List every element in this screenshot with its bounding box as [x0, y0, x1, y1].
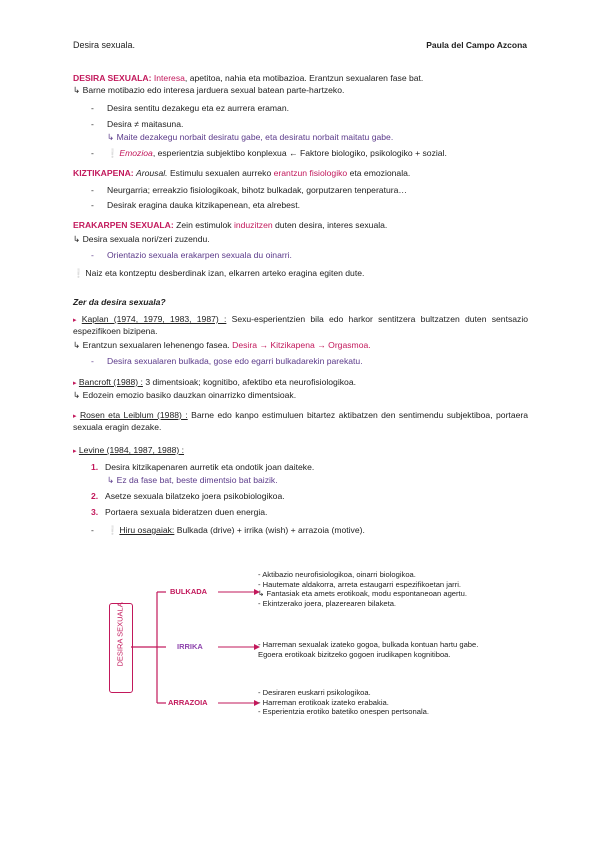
kaplan-sub: ↳ Erantzun sexualaren lehenengo fasea. Desira → Kitzikapena → Orgasmoa. — [73, 340, 371, 350]
arrow-irrika — [218, 644, 260, 650]
desira-bullet-2: - Desira ≠ maitasuna. — [91, 119, 184, 129]
diagram-bulkada-text: - Aktibazio neurofisiologikoa, oinarri biologikoa. - Hautemate aldakorra, arreta estaugarri espezifikoetan jarri. ↳ Fantasiak eta amets erotikoak, modu espontaneoan agertu. - Ekintzerako joera, plazerearen bilaketa. — [258, 570, 467, 608]
kaplan-ref: Kaplan (1974, 1979, 1983, 1987) : — [81, 314, 227, 324]
kitz-bullet-1: - Neurgarria; erreakzio fisiologikoak, bihotz bulkadak, gorputzaren tenperatura… — [91, 185, 407, 195]
diagram-label-bulkada: BULKADA — [170, 587, 208, 596]
return-arrow-icon: ↳ — [107, 475, 117, 485]
levine-ref: Levine (1984, 1987, 1988) : — [78, 445, 185, 455]
triangle-bullet-icon: ▸ — [73, 380, 77, 387]
exclamation-icon: ❕ — [107, 525, 118, 535]
diagram-arrazoia-text: - Desiraren euskarri psikologikoa. - Harreman erotikoak izateko erabakia. - Esperientzia erotiko batetiko onespen pertsonala. — [258, 688, 429, 717]
kaplan-paragraph: ▸ Kaplan (1974, 1979, 1983, 1987) : Sexu-esperientzien bila edo harkor sentitzera bultzatzen duten sentsazio espezifikoen bizipena. — [73, 314, 529, 336]
levine-item-2: 2. Asetze sexuala bilatzeko joera psikobiologikoa. — [91, 491, 285, 501]
desira-bullet-3: - ❕ Emozioa, esperientzia subjektibo konplexua ← Faktore biologiko, psikologiko + sozial. — [91, 148, 447, 158]
bancroft-ref: Bancroft (1988) : — [78, 377, 143, 387]
return-arrow-icon: ↳ — [73, 390, 83, 400]
header-title: Desira sexuala. — [73, 40, 136, 50]
header-author: Paula del Campo Azcona — [426, 40, 527, 50]
section-question: Zer da desira sexuala? — [73, 297, 166, 307]
return-arrow-icon: ↳ — [107, 132, 117, 142]
levine-item-1-sub: ↳ Ez da fase bat, beste dimentsio bat baizik. — [107, 475, 278, 485]
erak-sub: ↳ Desira sexuala nori/zeri zuzendu. — [73, 234, 210, 244]
levine-hiru: - ❕ Hiru osagaiak: Bulkada (drive) + irrika (wish) + arrazoia (motive). — [91, 525, 365, 535]
arrow-bulkada — [218, 589, 260, 595]
return-arrow-icon: ↳ — [73, 234, 83, 244]
diagram-root-label: DESIRA SEXUALA — [115, 602, 125, 667]
arrow-arrazoia — [218, 700, 260, 706]
rosen-ref: Rosen eta Leiblum (1988) : — [79, 410, 188, 420]
bancroft-sub: ↳ Edozein emozio basiko dauzkan oinarrizko dimentsioak. — [73, 390, 297, 400]
desira-title: DESIRA SEXUALA: — [73, 73, 152, 83]
kitz-definition: KIZTIKAPENA: Arousal. Estimulu sexualen aurreko erantzun fisiologiko eta emozionala. — [73, 168, 411, 178]
exclamation-icon: ❕ — [73, 268, 84, 278]
erak-bullet-1: - Orientazio sexuala erakarpen sexuala du oinarri. — [91, 250, 292, 260]
kitz-bullet-2: - Desirak eragina dauka kitzikapenean, eta alrebest. — [91, 200, 300, 210]
return-arrow-icon: ↳ — [73, 340, 83, 350]
rosen-paragraph: ▸ Rosen eta Leiblum (1988) : Barne edo kanpo estimuluen bitartez aktibatzen den sentimendu subjektiboa, portaera sexuala eragin dezake. — [73, 410, 529, 432]
desira-sub: ↳ Barne motibazio edo interesa jarduera sexual batean parte-hartzeko. — [73, 85, 345, 95]
levine-item-3: 3. Portaera sexuala bideratzen duen energia. — [91, 507, 268, 517]
erak-title: ERAKARPEN SEXUALA: — [73, 220, 174, 230]
kaplan-bullet-1: - Desira sexualaren bulkada, gose edo egarri bulkadarekin parekatu. — [91, 356, 363, 366]
diagram-irrika-text: - Harreman sexualak izateko gogoa, bulkada kontuan hartu gabe. Egoera erotikoak bizitzeko gogoen irudikapen kognitiboa. — [258, 640, 479, 659]
triangle-bullet-icon: ▸ — [73, 448, 77, 455]
kitz-title: KIZTIKAPENA: — [73, 168, 134, 178]
exclamation-icon: ❕ — [107, 148, 118, 158]
erak-definition: ERAKARPEN SEXUALA: Zein estimulok induzitzen duten desira, interes sexuala. — [73, 220, 388, 230]
return-arrow-icon: ↳ — [73, 85, 83, 95]
erak-note: ❕ Naiz eta kontzeptu desberdinak izan, elkarren arteko eragina egiten dute. — [73, 268, 365, 278]
levine-item-1: 1. Desira kitzikapenaren aurretik eta ondotik joan daiteke. — [91, 462, 315, 472]
desira-definition: DESIRA SEXUALA: Interesa, apetitoa, nahia eta motibazioa. Erantzun sexualaren fase bat. — [73, 73, 424, 83]
desira-bullet-2-sub: ↳ Maite dezakegu norbait desiratu gabe, eta desiratu norbait maitatu gabe. — [107, 132, 394, 142]
diagram-label-irrika: IRRIKA — [177, 642, 203, 651]
triangle-bullet-icon: ▸ — [73, 413, 77, 420]
diagram-label-arrazoia: ARRAZOIA — [168, 698, 208, 707]
triangle-bullet-icon: ▸ — [73, 317, 77, 324]
bancroft-paragraph: ▸ Bancroft (1988) : 3 dimentsioak; kognitibo, afektibo eta neurofisiologikoa. — [73, 377, 356, 387]
desira-bullet-1: - Desira sentitu dezakegu eta ez aurrera eraman. — [91, 103, 290, 113]
